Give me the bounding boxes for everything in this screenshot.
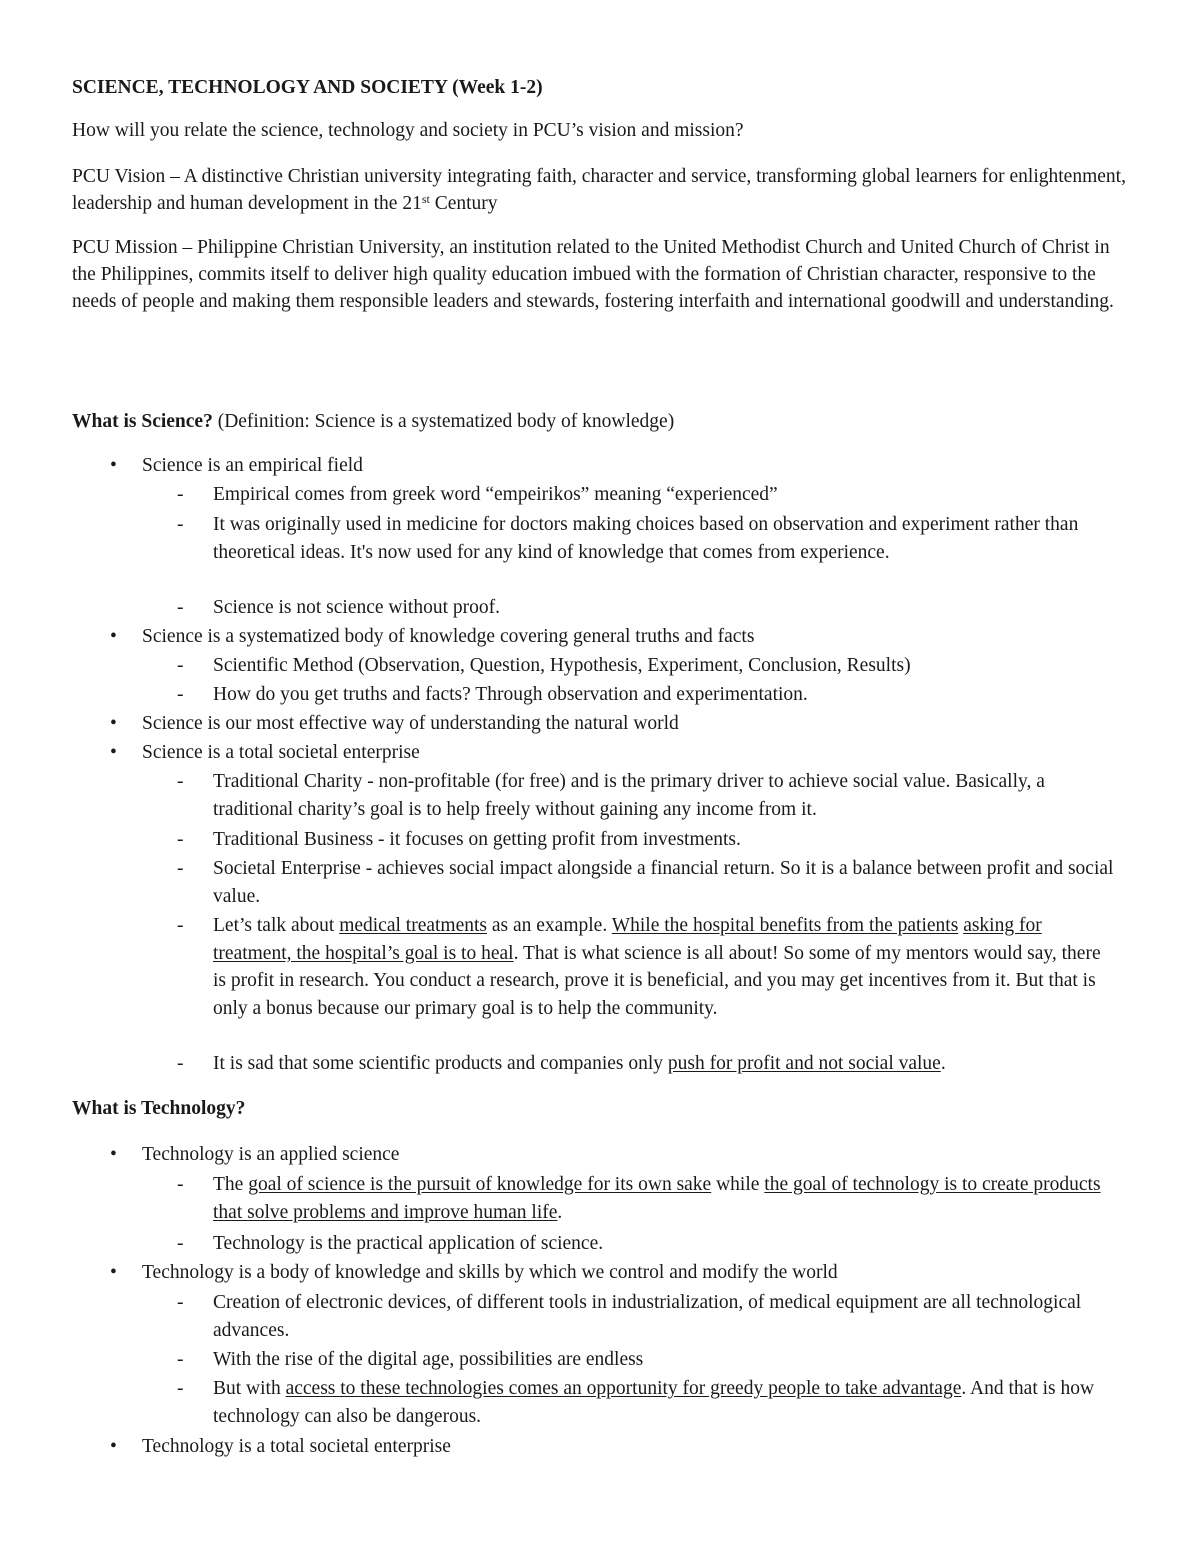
bullet-icon: • [110, 1436, 117, 1457]
dash-icon: - [177, 597, 184, 618]
list-item: • Science is a total societal enterprise [142, 739, 1122, 767]
list-item: - With the rise of the digital age, possibilities are endless [213, 1346, 1118, 1374]
science-heading-line [72, 408, 1132, 435]
list-item: - Science is not science without proof. [213, 594, 1118, 622]
vision-text: A distinctive Christian university integrating faith, character and service, transforming global learners for enlightenment, leadership and human development in the 21 [72, 166, 1126, 214]
bullet-icon: • [110, 455, 117, 476]
list-item: - Traditional Charity - non-profitable (for free) and is the primary driver to achieve social value. Basically, a traditional charity’s goal is to help freely without gaining any income from it. [213, 768, 1118, 823]
list-item: - Let’s talk about medical treatments as an example. While the hospital benefits from the patients asking for treatment, the hospital’s goal is to heal. That is what science is all about! So some of my mentors would say, there is profit in research. You conduct a research, prove it is beneficial, and you may get incentives from it. But that is only a bonus because our primary goal is to help the community. [213, 912, 1118, 1022]
pcu-mission: PCU Mission – Philippine Christian University, an institution related to the United Methodist Church and United Church of Christ in the Philippines, commits itself to deliver high quality education imbued with the formation of Christian character, responsive to the needs of people and making them responsible leaders and stewards, fostering interfaith and international goodwill and understanding. [72, 237, 1114, 312]
dash-icon: - [177, 655, 184, 676]
science-heading: What is Science? [72, 411, 213, 432]
dash-icon: - [177, 1174, 184, 1195]
list-item: • Technology is a total societal enterprise [142, 1433, 1122, 1461]
mission-text: Philippine Christian University, an institution related to the United Methodist Church and United Church of Christ in the Philippines, commits itself to deliver high quality education imbued with the formation of Christian character, responsive to the needs of people and making them responsible leaders and stewards, fostering interfaith and international goodwill and understanding. [72, 237, 1114, 312]
list-item: - Empirical comes from greek word “empeirikos” meaning “experienced” [213, 481, 1118, 509]
list-item: • Technology is a body of knowledge and skills by which we control and modify the world [142, 1259, 1122, 1287]
list-item: - Creation of electronic devices, of different tools in industrialization, of medical equipment are all technological advances. [213, 1289, 1118, 1344]
dash-icon: - [177, 1053, 184, 1074]
list-item: - The goal of science is the pursuit of knowledge for its own sake while the goal of technology is to create products that solve problems and improve human life. [213, 1171, 1118, 1226]
list-item: • Technology is an applied science [142, 1141, 1122, 1169]
dash-icon: - [177, 915, 184, 936]
dash-icon: - [177, 771, 184, 792]
dash-icon: - [177, 484, 184, 505]
list-item: - How do you get truths and facts? Through observation and experimentation. [213, 681, 1118, 709]
list-item: • Science is a systematized body of knowledge covering general truths and facts [142, 623, 1122, 651]
mission-label: PCU Mission [72, 237, 178, 258]
technology-heading: What is Technology? [72, 1098, 246, 1119]
guiding-question: How will you relate the science, technology and society in PCU’s vision and mission? [72, 120, 744, 141]
list-item: - Scientific Method (Observation, Question, Hypothesis, Experiment, Conclusion, Results) [213, 652, 1118, 680]
bullet-icon: • [110, 713, 117, 734]
bullet-icon: • [110, 1262, 117, 1283]
list-item: - Technology is the practical application of science. [213, 1230, 1118, 1258]
bullet-icon: • [110, 1144, 117, 1165]
dash-icon: - [177, 514, 184, 535]
dash-icon: - [177, 829, 184, 850]
dash-icon: - [177, 1378, 184, 1399]
list-item: - Societal Enterprise - achieves social impact alongside a financial return. So it is a balance between profit and social value. [213, 855, 1118, 910]
vision-label: PCU Vision [72, 166, 166, 187]
list-item: • Science is an empirical field [142, 452, 1122, 480]
dash-icon: - [177, 1349, 184, 1370]
dash-icon: - [177, 858, 184, 879]
dash-icon: - [177, 1233, 184, 1254]
list-item: - Traditional Business - it focuses on getting profit from investments. [213, 826, 1118, 854]
bullet-icon: • [110, 742, 117, 763]
list-item: - But with access to these technologies comes an opportunity for greedy people to take advantage. And that is how technology can also be dangerous. [213, 1375, 1118, 1430]
dash-icon: - [177, 684, 184, 705]
pcu-vision: PCU Vision – A distinctive Christian university integrating faith, character and service, transforming global learners for enlightenment, leadership and human development in the 21st Century [72, 166, 1126, 214]
bullet-icon: • [110, 626, 117, 647]
list-item: - It is sad that some scientific products and companies only push for profit and not social value. [213, 1050, 1118, 1078]
science-definition: (Definition: Science is a systematized body of knowledge) [212, 411, 675, 432]
list-item: - It was originally used in medicine for doctors making choices based on observation and experiment rather than theoretical ideas. It's now used for any kind of knowledge that comes from experience. [213, 511, 1118, 566]
document-title: SCIENCE, TECHNOLOGY AND SOCIETY (Week 1-2) [72, 77, 543, 98]
dash-icon: - [177, 1292, 184, 1313]
list-item: • Science is our most effective way of understanding the natural world [142, 710, 1122, 738]
